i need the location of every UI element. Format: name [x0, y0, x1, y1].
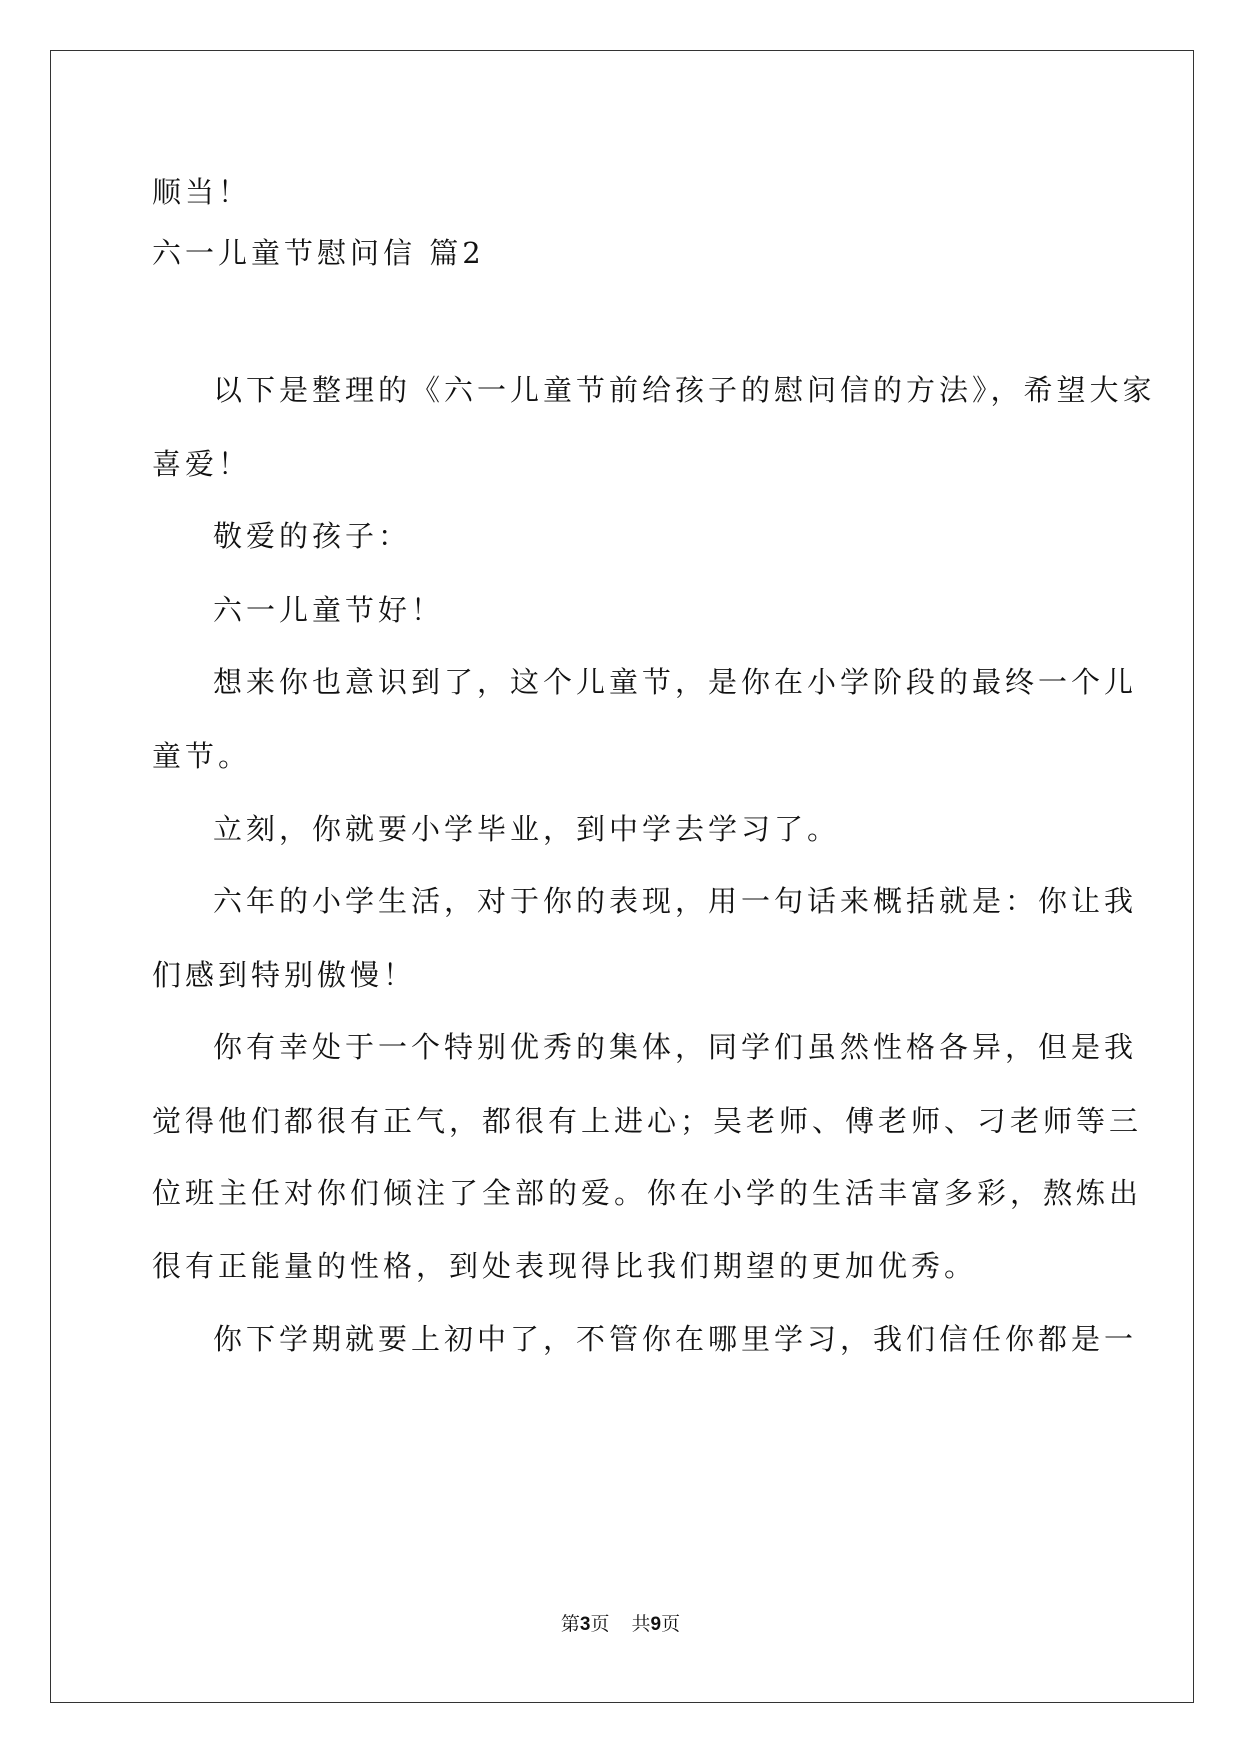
paragraph-line: 位班主任对你们倾注了全部的爱。你在小学的生活丰富多彩，熬炼出: [152, 1176, 1143, 1210]
page-border: [50, 50, 1194, 1703]
paragraph-line: 童节。: [152, 739, 252, 773]
paragraph-line: 立刻，你就要小学毕业，到中学去学习了。: [213, 812, 841, 846]
paragraph-line: 很有正能量的性格，到处表现得比我们期望的更加优秀。: [152, 1249, 978, 1283]
footer-page-prefix: 第: [560, 1613, 580, 1635]
paragraph-line: 觉得他们都很有正气，都很有上进心；吴老师、傅老师、刁老师等三: [152, 1104, 1143, 1138]
paragraph-line: 们感到特别傲慢！: [152, 958, 417, 992]
paragraph-line: 六年的小学生活，对于你的表现，用一句话来概括就是：你让我: [213, 884, 1138, 918]
greeting-line: 六一儿童节好！: [213, 593, 445, 627]
paragraph-line: 想来你也意识到了，这个儿童节，是你在小学阶段的最终一个儿: [213, 665, 1138, 699]
paragraph-line: 喜爱！: [152, 447, 252, 481]
section-heading: 六一儿童节慰问信 篇2: [152, 236, 485, 270]
page-footer: [0, 1612, 1241, 1637]
footer-page-total: 9: [650, 1614, 662, 1635]
paragraph-line: 你有幸处于一个特别优秀的集体，同学们虽然性格各异，但是我: [213, 1030, 1138, 1064]
footer-page-current: 3: [579, 1614, 591, 1635]
salutation-line: 敬爱的孩子：: [213, 519, 412, 553]
paragraph-line: 以下是整理的《六一儿童节前给孩子的慰问信的方法》，希望大家: [213, 373, 1156, 407]
footer-total-prefix: 共: [631, 1613, 651, 1635]
footer-page-suffix: 页: [590, 1613, 610, 1635]
text-line: 顺当！: [152, 175, 252, 209]
paragraph-line: 你下学期就要上初中了，不管你在哪里学习，我们信任你都是一: [213, 1322, 1138, 1356]
footer-total-suffix: 页: [661, 1613, 681, 1635]
